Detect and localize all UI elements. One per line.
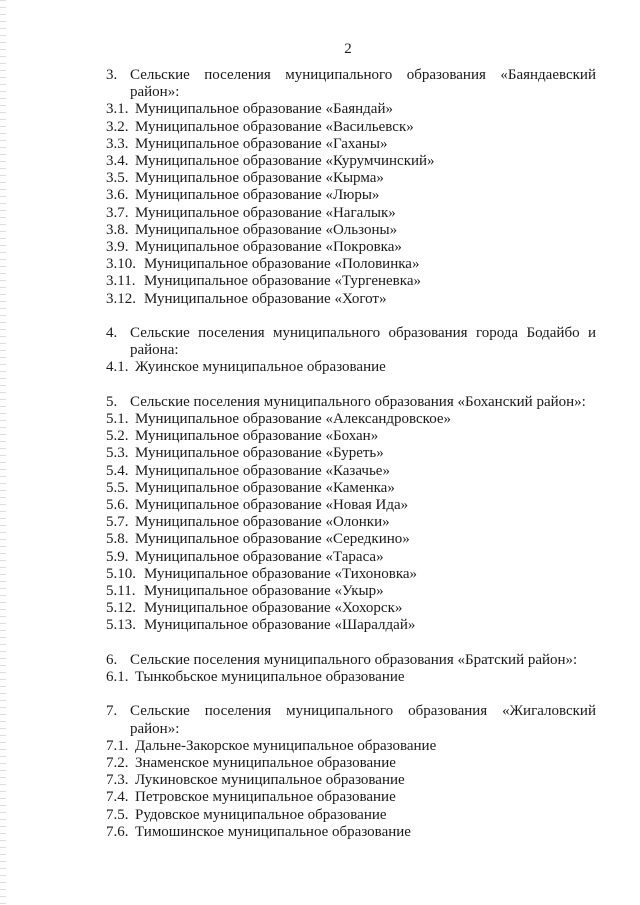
list-item — [106, 514, 596, 531]
list-item — [106, 170, 596, 187]
item-text: Муниципальное образование «Кырма» — [135, 170, 384, 187]
item-text: Дальне-Закорское муниципальное образование — [135, 737, 437, 754]
item-text: Муниципальное образование «Каменка» — [135, 479, 395, 496]
item-number: 3.8. — [106, 221, 129, 238]
list-item — [106, 187, 596, 204]
page-number: 2 — [344, 41, 352, 57]
item-text: Муниципальное образование «Середкино» — [135, 531, 410, 548]
item-number: 3.4. — [106, 153, 129, 170]
section-number: 4. — [106, 325, 118, 342]
section-5 — [106, 394, 596, 635]
list-item — [106, 153, 596, 170]
section-header — [106, 652, 596, 669]
item-number: 3.9. — [106, 239, 129, 256]
item-number: 5.12. — [106, 600, 136, 617]
item-number: 3.6. — [106, 187, 129, 204]
list-item — [106, 617, 596, 634]
item-text: Муниципальное образование «Люры» — [135, 187, 380, 204]
item-number: 5.6. — [106, 497, 129, 514]
item-text: Муниципальное образование «Васильевск» — [135, 118, 414, 135]
item-number: 5.4. — [106, 462, 129, 479]
section-3 — [106, 67, 596, 308]
list-item — [106, 480, 596, 497]
item-text: Тынкобьское муниципальное образование — [135, 669, 405, 686]
list-item — [106, 497, 596, 514]
list-item — [106, 549, 596, 566]
item-text: Рудовское муниципальное образование — [135, 806, 387, 823]
item-number: 5.3. — [106, 445, 129, 462]
section-title: Сельские поселения муниципального образования «Баяндаевский район»: — [130, 67, 596, 101]
item-text: Муниципальное образование «Александровское» — [135, 411, 452, 428]
item-number: 7.6. — [106, 823, 129, 840]
item-number: 7.3. — [106, 772, 129, 789]
scan-margin-dots — [0, 0, 6, 905]
item-number: 3.3. — [106, 135, 129, 152]
list-item — [106, 755, 596, 772]
list-item — [106, 531, 596, 548]
item-text: Муниципальное образование «Укыр» — [144, 583, 384, 600]
list-item — [106, 256, 596, 273]
list-item — [106, 205, 596, 222]
list-item — [106, 566, 596, 583]
document-body — [106, 67, 596, 841]
item-text: Муниципальное образование «Бохан» — [135, 428, 379, 445]
list-item — [106, 359, 596, 376]
section-header — [106, 67, 596, 101]
item-number: 5.5. — [106, 479, 129, 496]
item-number: 5.11. — [106, 583, 136, 600]
list-item — [106, 789, 596, 806]
section-number: 6. — [106, 651, 118, 668]
section-4 — [106, 325, 596, 377]
list-item — [106, 239, 596, 256]
item-text: Муниципальное образование «Новая Ида» — [135, 497, 409, 514]
list-item — [106, 600, 596, 617]
item-number: 3.5. — [106, 170, 129, 187]
list-item — [106, 583, 596, 600]
item-number: 5.2. — [106, 428, 129, 445]
item-number: 7.5. — [106, 806, 129, 823]
item-text: Муниципальное образование «Баяндай» — [135, 101, 393, 118]
item-text: Лукиновское муниципальное образование — [135, 772, 405, 789]
item-text: Муниципальное образование «Половинка» — [144, 256, 420, 273]
item-number: 5.9. — [106, 548, 129, 565]
item-text: Муниципальное образование «Буреть» — [135, 445, 384, 462]
section-number: 5. — [106, 393, 118, 410]
item-number: 3.7. — [106, 204, 129, 221]
item-number: 3.12. — [106, 290, 136, 307]
list-item — [106, 273, 596, 290]
item-text: Муниципальное образование «Хогот» — [144, 290, 387, 307]
item-number: 7.2. — [106, 755, 129, 772]
section-title: Сельские поселения муниципального образования «Братский район»: — [130, 651, 578, 668]
list-item — [106, 291, 596, 308]
item-number: 6.1. — [106, 669, 129, 686]
list-item — [106, 463, 596, 480]
list-item — [106, 807, 596, 824]
list-item — [106, 101, 596, 118]
item-text: Жуинское муниципальное образование — [135, 359, 386, 376]
list-item — [106, 411, 596, 428]
section-number: 3. — [106, 67, 118, 83]
list-item — [106, 222, 596, 239]
list-item — [106, 824, 596, 841]
item-text: Тимошинское муниципальное образование — [135, 823, 411, 840]
list-item — [106, 136, 596, 153]
section-header — [106, 394, 596, 411]
item-text: Муниципальное образование «Нагалык» — [135, 204, 396, 221]
section-title: Сельские поселения муниципального образования «Жигаловский район»: — [130, 703, 596, 737]
item-text: Знаменское муниципальное образование — [135, 755, 396, 772]
list-item — [106, 428, 596, 445]
item-number: 7.1. — [106, 737, 129, 754]
section-number: 7. — [106, 703, 118, 720]
section-title: Сельские поселения муниципального образования «Боханский район»: — [130, 393, 586, 410]
item-text: Муниципальное образование «Ользоны» — [135, 221, 398, 238]
item-text: Петровское муниципальное образование — [135, 789, 396, 806]
item-text: Муниципальное образование «Тараса» — [135, 548, 384, 565]
section-title: Сельские поселения муниципального образования города Бодайбо и района: — [130, 325, 596, 359]
item-text: Муниципальное образование «Шаралдай» — [144, 617, 416, 634]
item-text: Муниципальное образование «Курумчинский» — [135, 153, 435, 170]
section-6 — [106, 652, 596, 686]
item-number: 5.13. — [106, 617, 136, 634]
item-number: 5.7. — [106, 514, 129, 531]
list-item — [106, 445, 596, 462]
list-item — [106, 772, 596, 789]
list-item — [106, 738, 596, 755]
list-item — [106, 119, 596, 136]
section-header — [106, 325, 596, 359]
item-number: 3.2. — [106, 118, 129, 135]
list-item — [106, 669, 596, 686]
item-number: 5.1. — [106, 411, 129, 428]
item-number: 4.1. — [106, 359, 129, 376]
section-header — [106, 703, 596, 737]
item-text: Муниципальное образование «Гаханы» — [135, 135, 388, 152]
item-text: Муниципальное образование «Покровка» — [135, 239, 402, 256]
item-text: Муниципальное образование «Хохорск» — [144, 600, 403, 617]
item-number: 7.4. — [106, 789, 129, 806]
item-number: 5.8. — [106, 531, 129, 548]
item-number: 5.10. — [106, 565, 136, 582]
section-7 — [106, 703, 596, 841]
item-text: Муниципальное образование «Олонки» — [135, 514, 390, 531]
item-text: Муниципальное образование «Тургеневка» — [144, 273, 421, 290]
item-number: 3.1. — [106, 101, 129, 118]
item-number: 3.11. — [106, 273, 136, 290]
item-text: Муниципальное образование «Казачье» — [135, 462, 390, 479]
item-number: 3.10. — [106, 256, 136, 273]
item-text: Муниципальное образование «Тихоновка» — [144, 565, 418, 582]
